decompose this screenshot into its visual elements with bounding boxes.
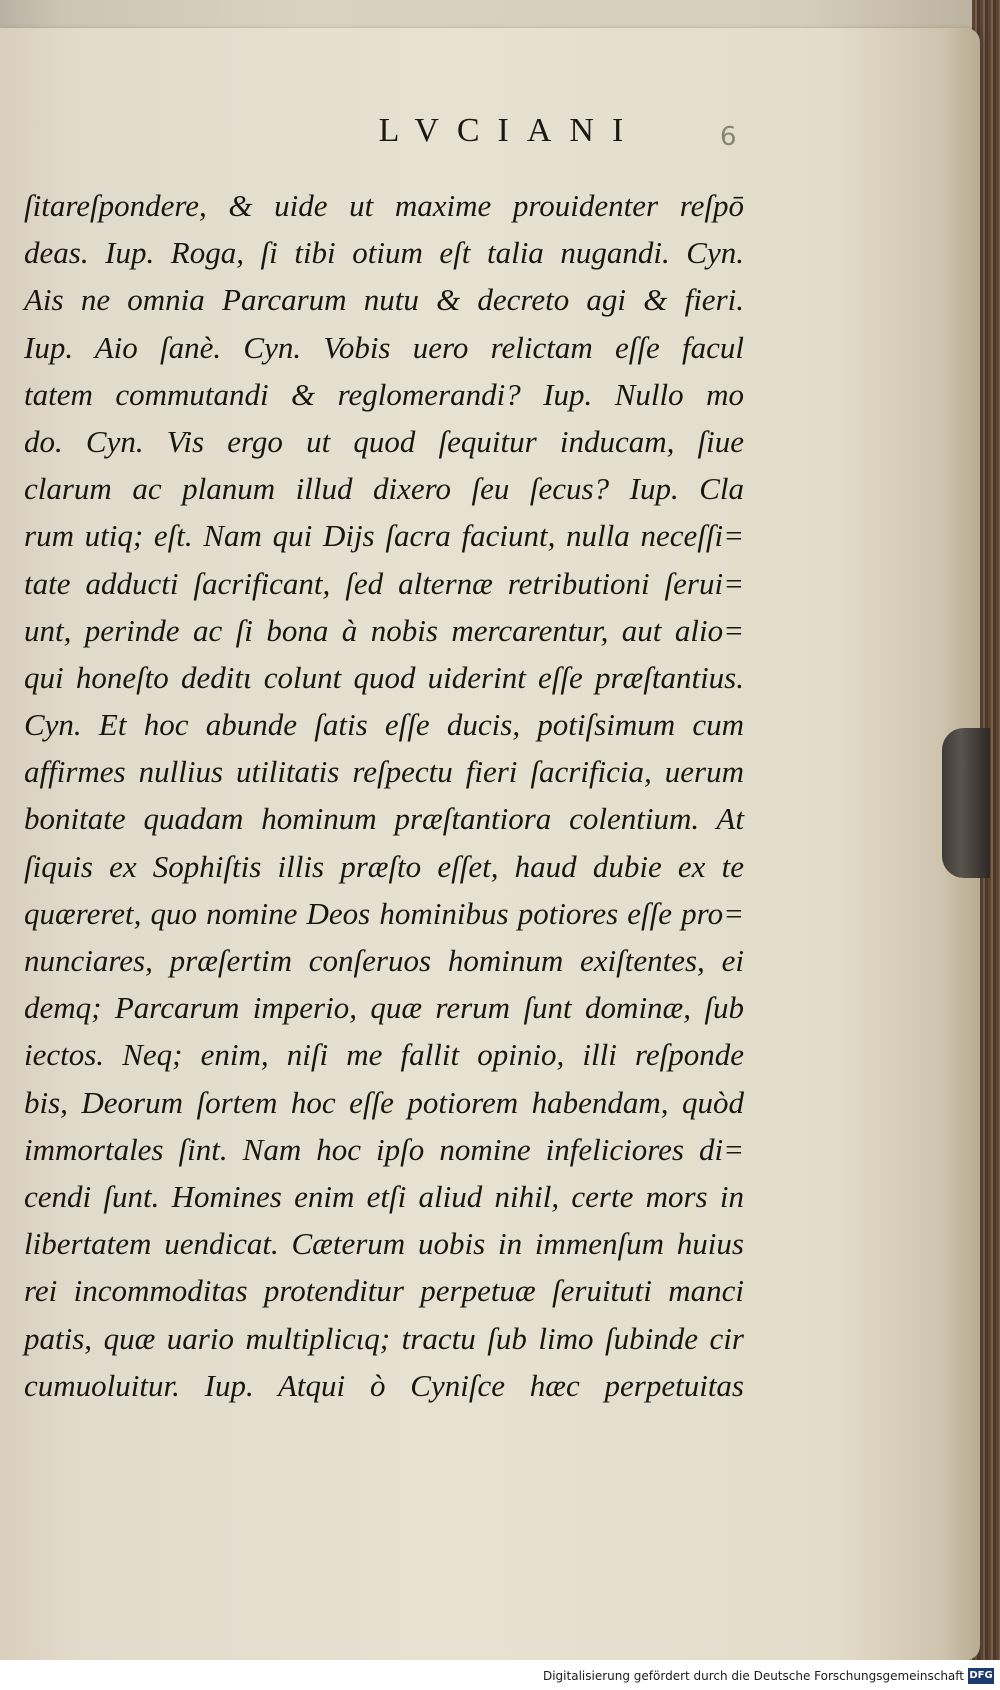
text-line: bonitate quadam hominum præſtantiora colentium. At (24, 801, 744, 837)
text-line: immortales ſint. Nam hoc ipſo nomine infeliciores di= (24, 1131, 744, 1167)
text-line: do. Cyn. Vis ergo ut quod ſequitur inducam, ſiue (24, 423, 744, 459)
text-line: tatem commutandi & reglomerandi? Iup. Nullo mo (24, 376, 744, 412)
text-line: Iup. Aio ſanè. Cyn. Vobis uero relictam eſſe facul (24, 329, 744, 365)
dfg-logo: DFG (968, 1668, 994, 1684)
text-line: ſiquis ex Sophiſtis illis præſto eſſet, haud dubie ex te (24, 848, 744, 884)
text-line: nunciares, præſertim conſeruos hominum exiſtentes, ei (24, 943, 744, 978)
text-line: deas. Iup. Roga, ſi tibi otium eſt talia nugandi. Cyn. (24, 235, 744, 271)
text-line: quæreret, quo nomine Deos hominibus potiores eſſe pro= (24, 895, 744, 931)
text-line: cumuoluitur. Iup. Atqui ò Cyniſce hæc perpetuitas (24, 1367, 744, 1403)
text-line: Cyn. Et hoc abunde ſatis eſſe ducis, potiſsimum cum (24, 707, 744, 743)
text-line: tate adducti ſacrificant, ſed alternæ retributioni ſerui= (24, 565, 744, 601)
text-line: qui honeſto deditι colunt quod uiderint eſſe præſtantius. (24, 659, 744, 695)
text-line: cendi ſunt. Homines enim etſi aliud nihil, certe mors in (24, 1178, 744, 1214)
text-line: rum utiq; eſt. Nam qui Dijs ſacra faciunt, nulla neceſſi= (24, 518, 744, 554)
bookmark-tab (942, 728, 990, 878)
text-line: demq; Parcarum imperio, quæ rerum ſunt dominæ, ſub (24, 990, 744, 1026)
running-title: LVCIANI (378, 112, 642, 149)
text-line: clarum ac planum illud dixero ſeu ſecus? Iup. Cla (24, 471, 744, 507)
text-line: ſitareſpondere, & uide ut maxime prouidenter reſpō (24, 188, 744, 223)
body-text (24, 182, 744, 1409)
footer-strip (0, 1660, 1000, 1690)
text-line: unt, perinde ac ſi bona à nobis mercarentur, aut alio= (24, 612, 744, 648)
text-line: affirmes nullius utilitatis reſpectu fieri ſacrificia, uerum (24, 754, 744, 790)
text-line: iectos. Neq; enim, niſi me fallit opinio, illi reſponde (24, 1037, 744, 1073)
folio-number: 6 (720, 122, 737, 152)
digitization-credit: Digitalisierung gefördert durch die Deutsche Forschungsgemeinschaft (542, 1669, 964, 1683)
text-line: Ais ne omnia Parcarum nutu & decreto agi & fieri. (24, 282, 744, 318)
text-line: bis, Deorum ſortem hoc eſſe potiorem habendam, quòd (24, 1084, 744, 1120)
text-line: libertatem uendicat. Cæterum uobis in immenſum huius (24, 1226, 744, 1262)
text-line: patis, quæ uario multiplicιq; tractu ſub limo ſubinde cir (24, 1320, 744, 1356)
text-line: rei incommoditas protenditur perpetuæ ſeruituti manci (24, 1273, 744, 1309)
